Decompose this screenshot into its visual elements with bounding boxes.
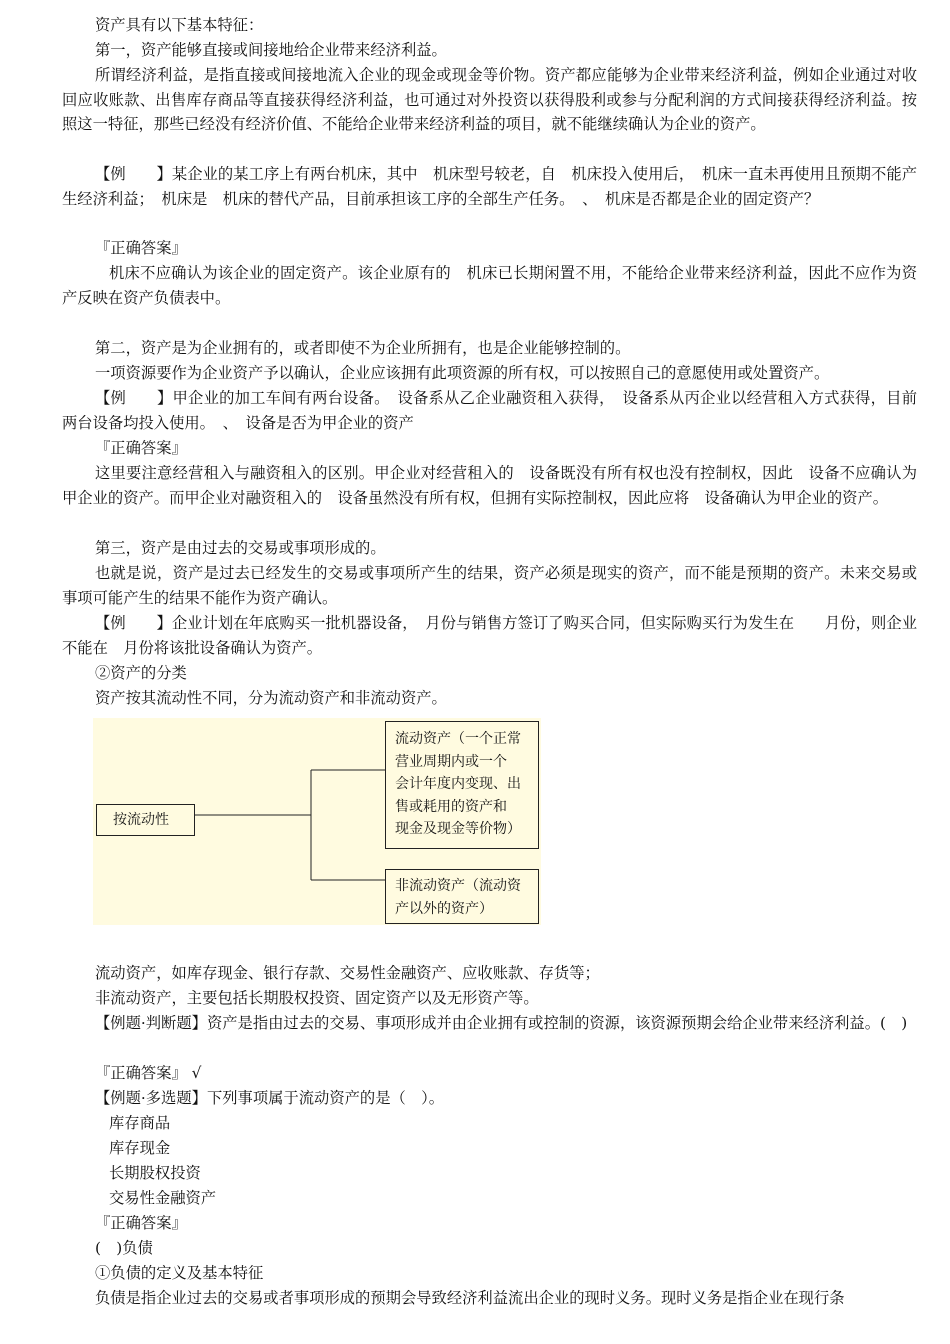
answer-label: 『正确答案』 √ (95, 1064, 202, 1082)
node-line: 会计年度内变现、出 (395, 776, 521, 792)
option-item: 库存现金 (109, 1139, 171, 1157)
current-assets-node (385, 721, 539, 849)
section-heading: ①负债的定义及基本特征 (95, 1264, 264, 1282)
root-node: 按流动性 (96, 804, 195, 836)
example-paragraph: 【例 】企业计划在年底购买一批机器设备， 月份与销售方签订了购买合同，但实际购买行为发生在 月份，则企业不能在 月份将该批设备确认为资产。 (62, 614, 917, 657)
node-line: 营业周期内或一个 (395, 753, 507, 770)
node-line: 流动资产（一个正常 (395, 731, 521, 747)
text-line: 第一，资产能够直接或间接地给企业带来经济利益。 (95, 41, 447, 59)
answer-label: 『正确答案』 (95, 439, 187, 457)
option-item: 库存商品 (109, 1114, 171, 1132)
node-line: 现金及现金等价物） (395, 821, 521, 837)
text-line: 第三，资产是由过去的交易或事项形成的。 (95, 539, 386, 557)
question-paragraph: 【例题·多选题】下列事项属于流动资产的是（ ）。 (95, 1089, 445, 1107)
option-item: 交易性金融资产 (109, 1189, 217, 1207)
text-line: 一项资源要作为企业资产予以确认，企业应该拥有此项资源的所有权，可以按照自己的意愿使用或处置资产。 (95, 364, 830, 382)
non-current-assets-node (385, 869, 539, 924)
answer-paragraph: 机床不应确认为该企业的固定资产。该企业原有的 机床已长期闲置不用，不能给企业带来经济利益，因此不应作为资产反映在资产负债表中。 (62, 264, 917, 307)
text-line: 流动资产，如库存现金、银行存款、交易性金融资产、应收账款、存货等； (95, 964, 600, 982)
option-item: 长期股权投资 (109, 1164, 201, 1182)
text-line: 资产具有以下基本特征： (95, 16, 264, 34)
section-heading: ②资产的分类 (95, 664, 187, 682)
paragraph: 也就是说，资产是过去已经发生的交易或事项所产生的结果，资产必须是现实的资产，而不能是预期的资产。未来交易或事项可能产生的结果不能作为资产确认。 (62, 564, 917, 607)
section-heading: ( )负债 (95, 1239, 153, 1257)
text-line: 第二，资产是为企业拥有的，或者即使不为企业所拥有，也是企业能够控制的。 (95, 339, 631, 357)
example-paragraph: 【例 】甲企业的加工车间有两台设备。 设备系从乙企业融资租入获得， 设备系从丙企业以经营租入方式获得，目前两台设备均投入使用。 、 设备是否为甲企业的资产 (62, 389, 917, 432)
text-line: 资产按其流动性不同，分为流动资产和非流动资产。 (95, 689, 447, 707)
answer-label: 『正确答案』 (95, 1214, 187, 1232)
asset-classification-diagram (93, 718, 541, 925)
answer-paragraph: 这里要注意经营租入与融资租入的区别。甲企业对经营租入的 设备既没有所有权也没有控制权，因此 设备不应确认为甲企业的资产。而甲企业对融资租入的 设备虽然没有所有权，但拥有实际控制权，因此应将 设备确认为甲企业的资产。 (62, 464, 917, 507)
text-line: 非流动资产，主要包括长期股权投资、固定资产以及无形资产等。 (95, 989, 539, 1007)
node-line: 非流动资产（流动资 (395, 878, 521, 894)
paragraph: 负债是指企业过去的交易或者事项形成的预期会导致经济利益流出企业的现时义务。现时义务是指企业在现行条 (95, 1289, 845, 1307)
paragraph: 所谓经济利益，是指直接或间接地流入企业的现金或现金等价物。资产都应能够为企业带来经济利益，例如企业通过对收回应收账款、出售库存商品等直接获得经济利益，也可通过对外投资以获得股利或参与分配利润的方式间接获得经济利益。按照这一特征，那些已经没有经济价值、不能给企业带来经济利益的项目，就不能继续确认为企业的资产。 (62, 66, 917, 134)
node-line: 产以外的资产） (395, 900, 493, 917)
answer-label: 『正确答案』 (95, 239, 187, 257)
example-paragraph: 【例 】某企业的某工序上有两台机床，其中 机床型号较老，自 机床投入使用后， 机床一直未再使用且预期不能产生经济利益； 机床是 机床的替代产品，目前承担该工序的全部生产任务。 、 机床是否都是企业的固定资产？ (62, 165, 917, 208)
question-paragraph: 【例题·判断题】资产是指由过去的交易、事项形成并由企业拥有或控制的资源，该资源预期会给企业带来经济利益。( ) (95, 1014, 908, 1032)
node-line: 售或耗用的资产和 (395, 798, 507, 815)
